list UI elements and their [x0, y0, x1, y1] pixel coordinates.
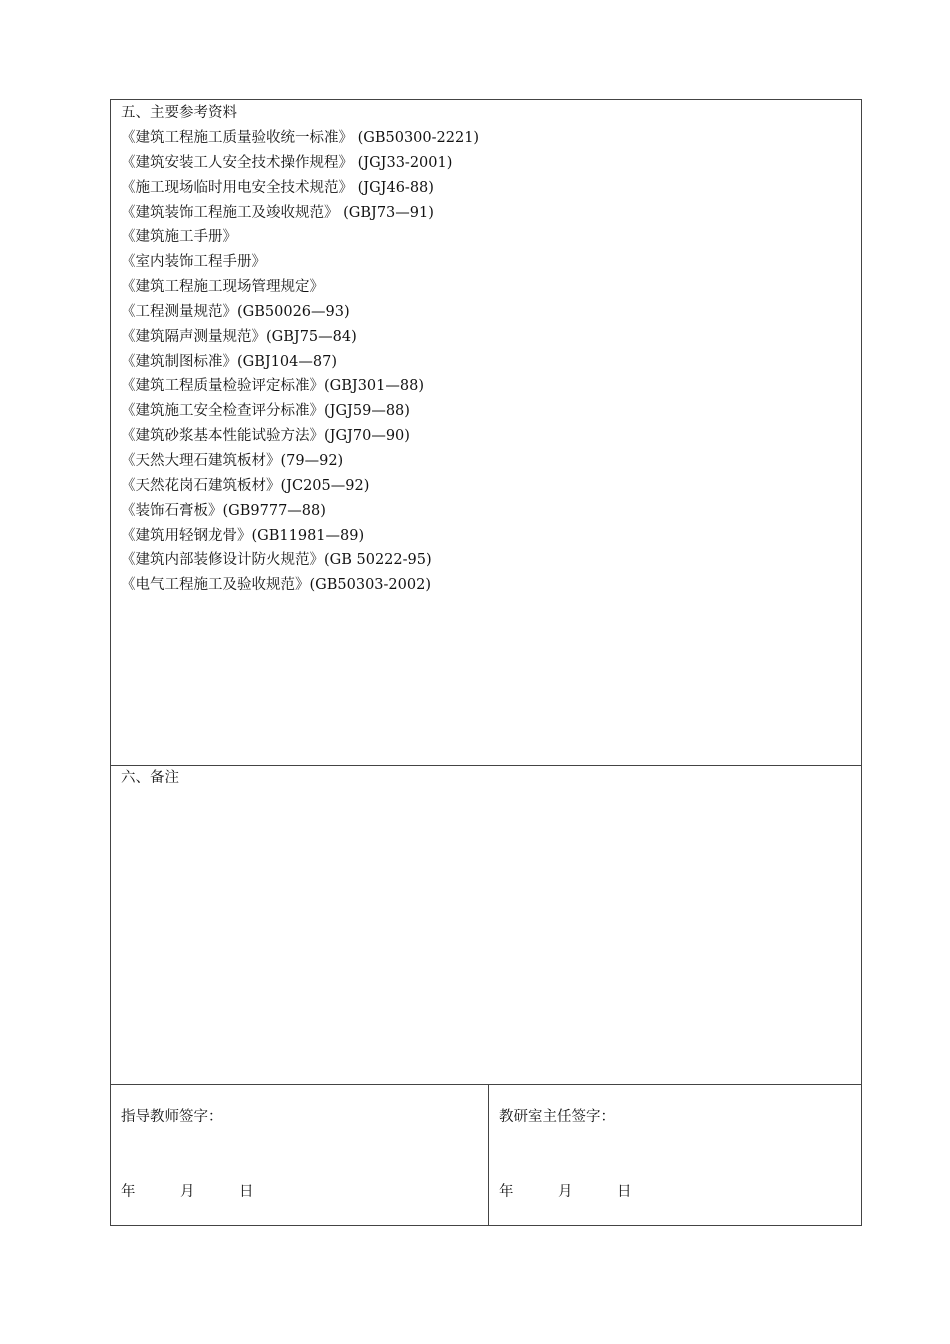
remarks-section [111, 766, 861, 1085]
reference-item: 《建筑工程质量检验评定标准》(GBJ301—88) [121, 378, 424, 395]
reference-item: 《天然大理石建筑板材》(79—92) [121, 452, 344, 469]
remarks-heading: 六、备注 [121, 770, 179, 786]
reference-item: 《室内装饰工程手册》 [121, 254, 266, 271]
references-section [111, 100, 861, 766]
reference-item: 《建筑安装工人安全技术操作规程》 (JGJ33-2001) [121, 154, 453, 171]
advisor-signature-cell [111, 1085, 489, 1225]
reference-item: 《装饰石膏板》(GB9777—88) [121, 502, 326, 519]
reference-item: 《建筑用轻钢龙骨》(GB11981—89) [121, 527, 365, 544]
advisor-date-day: 日 [239, 1184, 254, 1200]
reference-item: 《建筑砂浆基本性能试验方法》(JGJ70—90) [121, 428, 410, 445]
reference-item: 《建筑装饰工程施工及竣收规范》 (GBJ73—91) [121, 204, 434, 221]
references-heading: 五、主要参考资料 [121, 105, 237, 121]
reference-item: 《建筑工程施工现场管理规定》 [121, 279, 324, 296]
advisor-signature-label: 指导教师签字： [121, 1109, 223, 1125]
reference-item: 《施工现场临时用电安全技术规范》 (JGJ46-88) [121, 179, 434, 196]
director-date-month: 月 [558, 1184, 573, 1200]
form-table [110, 99, 862, 1226]
advisor-date-year: 年 [121, 1184, 136, 1200]
reference-item: 《建筑内部装修设计防火规范》(GB 50222-95) [121, 552, 432, 569]
reference-item: 《建筑工程施工质量验收统一标准》 (GB50300-2221) [121, 130, 480, 146]
reference-item: 《电气工程施工及验收规范》(GB50303-2002) [121, 577, 431, 594]
reference-item: 《建筑施工手册》 [121, 229, 237, 246]
director-signature-cell [489, 1085, 861, 1225]
reference-item: 《建筑施工安全检查评分标准》(JGJ59—88) [121, 403, 410, 420]
reference-item: 《天然花岗石建筑板材》(JC205—92) [121, 477, 370, 494]
references-list [121, 126, 479, 598]
reference-item: 《建筑隔声测量规范》(GBJ75—84) [121, 328, 357, 345]
advisor-date-month: 月 [180, 1184, 195, 1200]
director-signature-label: 教研室主任签字： [499, 1109, 615, 1125]
director-date-year: 年 [499, 1184, 514, 1200]
signature-section [111, 1085, 861, 1225]
director-date-day: 日 [617, 1184, 632, 1200]
reference-item: 《工程测量规范》(GB50026—93) [121, 303, 350, 320]
reference-item: 《建筑制图标准》(GBJ104—87) [121, 353, 337, 370]
